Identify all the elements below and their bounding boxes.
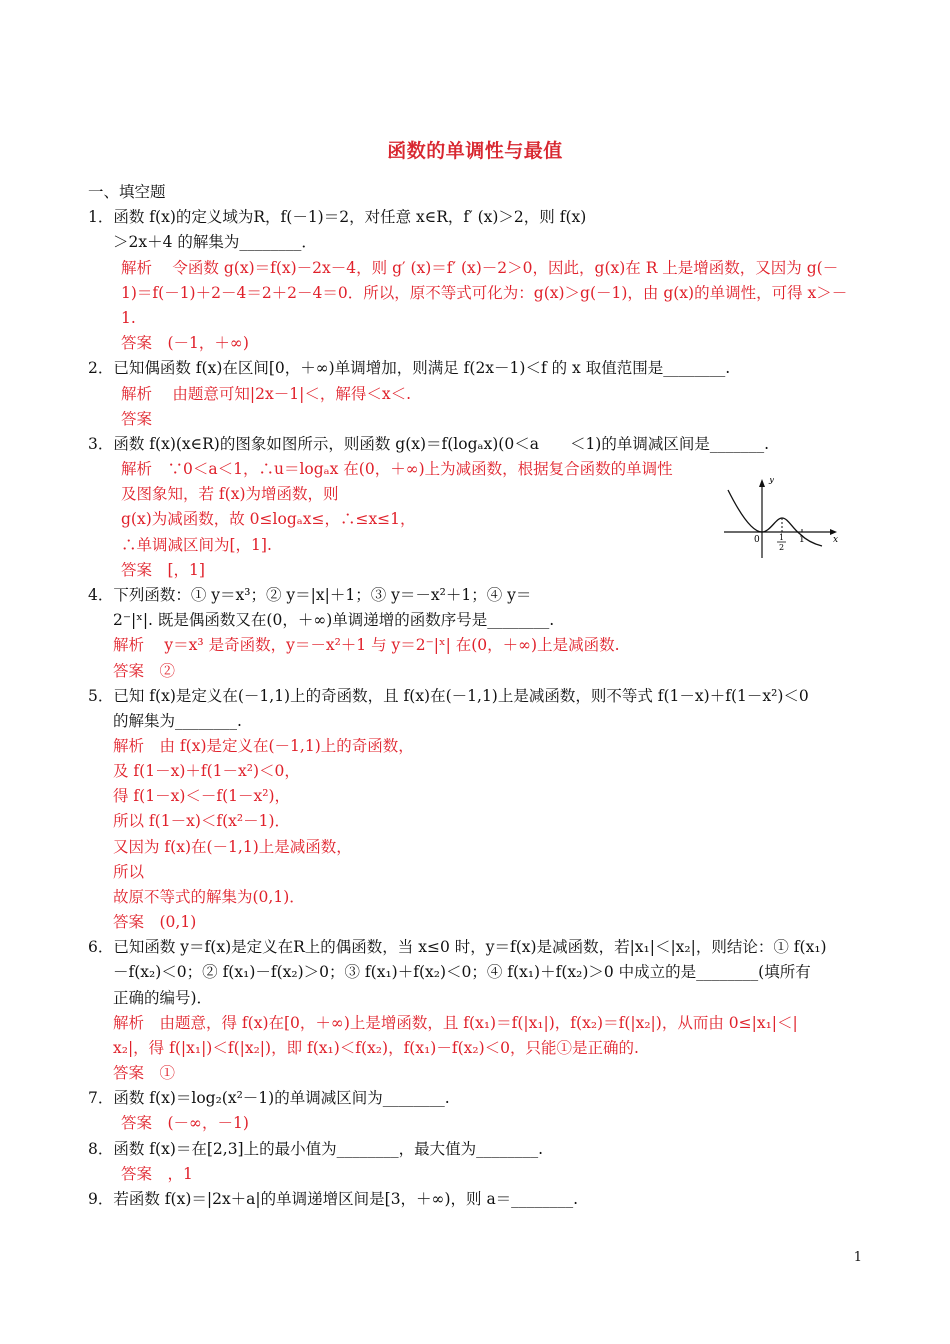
- page-number: 1: [853, 1250, 862, 1265]
- section-heading: 一、填空题: [88, 183, 166, 201]
- graph-origin-label: 0: [754, 535, 760, 545]
- q1-analysis-line2: 1)＝f(－1)＋2－4＝2＋2－4＝0．所以，原不等式可化为：g(x)＞g(－1)，由 g(x)的单调性，可得 x＞－: [121, 284, 848, 302]
- q5-line1: 5．已知 f(x)是定义在(－1,1)上的奇函数，且 f(x)在(－1,1)上是减函数，则不等式 f(1－x)＋f(1－x²)＜0: [88, 687, 809, 705]
- q4-analysis: 解析 y＝x³ 是奇函数，y＝－x²＋1 与 y＝2⁻|ˣ| 在(0，＋∞)上是减函数.: [113, 636, 620, 654]
- q4-answer: 答案 ②: [113, 662, 176, 680]
- q5-analysis-line1: 解析 由 f(x)是定义在(－1,1)上的奇函数，: [113, 737, 414, 755]
- q5-answer: 答案 (0,1): [113, 913, 197, 931]
- q5-analysis-line6: 所以: [113, 863, 145, 881]
- graph-x-label: x: [833, 535, 839, 545]
- q6-analysis-line2: x₂|，得 f(|x₁|)＜f(|x₂|)，即 f(x₁)＜f(x₂)，f(x₁)－f(x₂)＜0，只能①是正确的.: [113, 1039, 639, 1057]
- function-graph: [718, 478, 840, 560]
- q3-line1: 3．函数 f(x)(x∈R)的图象如图所示，则函数 g(x)＝f(logₐx)(0＜a ＜1)的单调减区间是_______.: [88, 435, 770, 453]
- q6-line2: －f(x₂)＜0；② f(x₁)－f(x₂)＞0；③ f(x₁)＋f(x₂)＜0；④ f(x₁)＋f(x₂)＞0 中成立的是________(填所有: [113, 963, 811, 981]
- q4-line2: 2⁻|ˣ|. 既是偶函数又在(0，＋∞)单调递增的函数序号是________.: [113, 611, 555, 629]
- q2-analysis: 解析 由题意可知|2x－1|＜，解得＜x＜.: [121, 385, 412, 403]
- graph-half-denominator: 2: [779, 543, 785, 552]
- q7-answer: 答案 (－∞，－1): [121, 1114, 249, 1132]
- q6-answer: 答案 ①: [113, 1064, 176, 1082]
- q1-analysis-line3: 1.: [121, 309, 136, 327]
- graph-half-numerator: 1: [779, 533, 785, 542]
- q6-line3: 正确的编号)．: [113, 989, 213, 1007]
- q7-line1: 7．函数 f(x)＝log₂(x²－1)的单调减区间为________.: [88, 1089, 450, 1107]
- q3-analysis-line3: g(x)为减函数，故 0≤logₐx≤，∴≤x≤1，: [121, 510, 416, 528]
- q2-line1: 2．已知偶函数 f(x)在区间[0，＋∞)单调增加，则满足 f(2x－1)＜f 的 x 取值范围是________.: [88, 359, 731, 377]
- q5-line2: 的解集为________.: [113, 712, 242, 730]
- q5-analysis-line4: 所以 f(1－x)＜f(x²－1)．: [113, 812, 291, 830]
- q3-analysis-line2: 及图象知，若 f(x)为增函数，则: [121, 485, 339, 503]
- q1-answer: 答案 (－1，＋∞): [121, 334, 249, 352]
- q8-line1: 8．函数 f(x)＝在[2,3]上的最小值为________，最大值为________.: [88, 1140, 544, 1158]
- q6-line1: 6．已知函数 y＝f(x)是定义在R上的偶函数，当 x≤0 时，y＝f(x)是减函数，若|x₁|＜|x₂|，则结论：① f(x₁): [88, 938, 827, 956]
- q5-analysis-line2: 及 f(1－x)＋f(1－x²)＜0，: [113, 762, 300, 780]
- q5-analysis-line7: 故原不等式的解集为(0,1)．: [113, 888, 305, 906]
- q8-answer: 答案 ，1: [121, 1165, 193, 1183]
- q3-answer: 答案 [，1]: [121, 561, 205, 579]
- q1-line2: ＞2x＋4 的解集为________．: [113, 233, 317, 251]
- q1-analysis-line1: 解析 令函数 g(x)＝f(x)－2x－4，则 g′ (x)＝f′ (x)－2＞0，因此，g(x)在 R 上是增函数，又因为 g(－: [121, 259, 839, 277]
- q1-line1: 1．函数 f(x)的定义域为R，f(－1)＝2，对任意 x∈R，f′ (x)＞2，则 f(x): [88, 208, 587, 226]
- q2-answer: 答案: [121, 410, 153, 428]
- q3-analysis-line1: 解析 ∵0＜a＜1，∴u＝logₐx 在(0，＋∞)上为减函数，根据复合函数的单调性: [121, 460, 673, 478]
- q3-analysis-line4: ∴单调减区间为[，1].: [121, 536, 272, 554]
- graph-one-label: 1: [799, 535, 805, 545]
- q6-analysis-line1: 解析 由题意，得 f(x)在[0，＋∞)上是增函数，且 f(x₁)＝f(|x₁|)，f(x₂)＝f(|x₂|)，从而由 0≤|x₁|＜|: [113, 1014, 798, 1032]
- q4-line1: 4．下列函数：① y＝x³；② y＝|x|＋1；③ y＝－x²＋1；④ y＝: [88, 586, 532, 604]
- graph-y-label: y: [769, 478, 775, 485]
- q5-analysis-line5: 又因为 f(x)在(－1,1)上是减函数，: [113, 838, 352, 856]
- q5-analysis-line3: 得 f(1－x)＜－f(1－x²)，: [113, 787, 291, 805]
- page-title: 函数的单调性与最值: [387, 140, 563, 162]
- q9-line1: 9．若函数 f(x)＝|2x＋a|的单调递增区间是[3，＋∞)，则 a＝________.: [88, 1190, 579, 1208]
